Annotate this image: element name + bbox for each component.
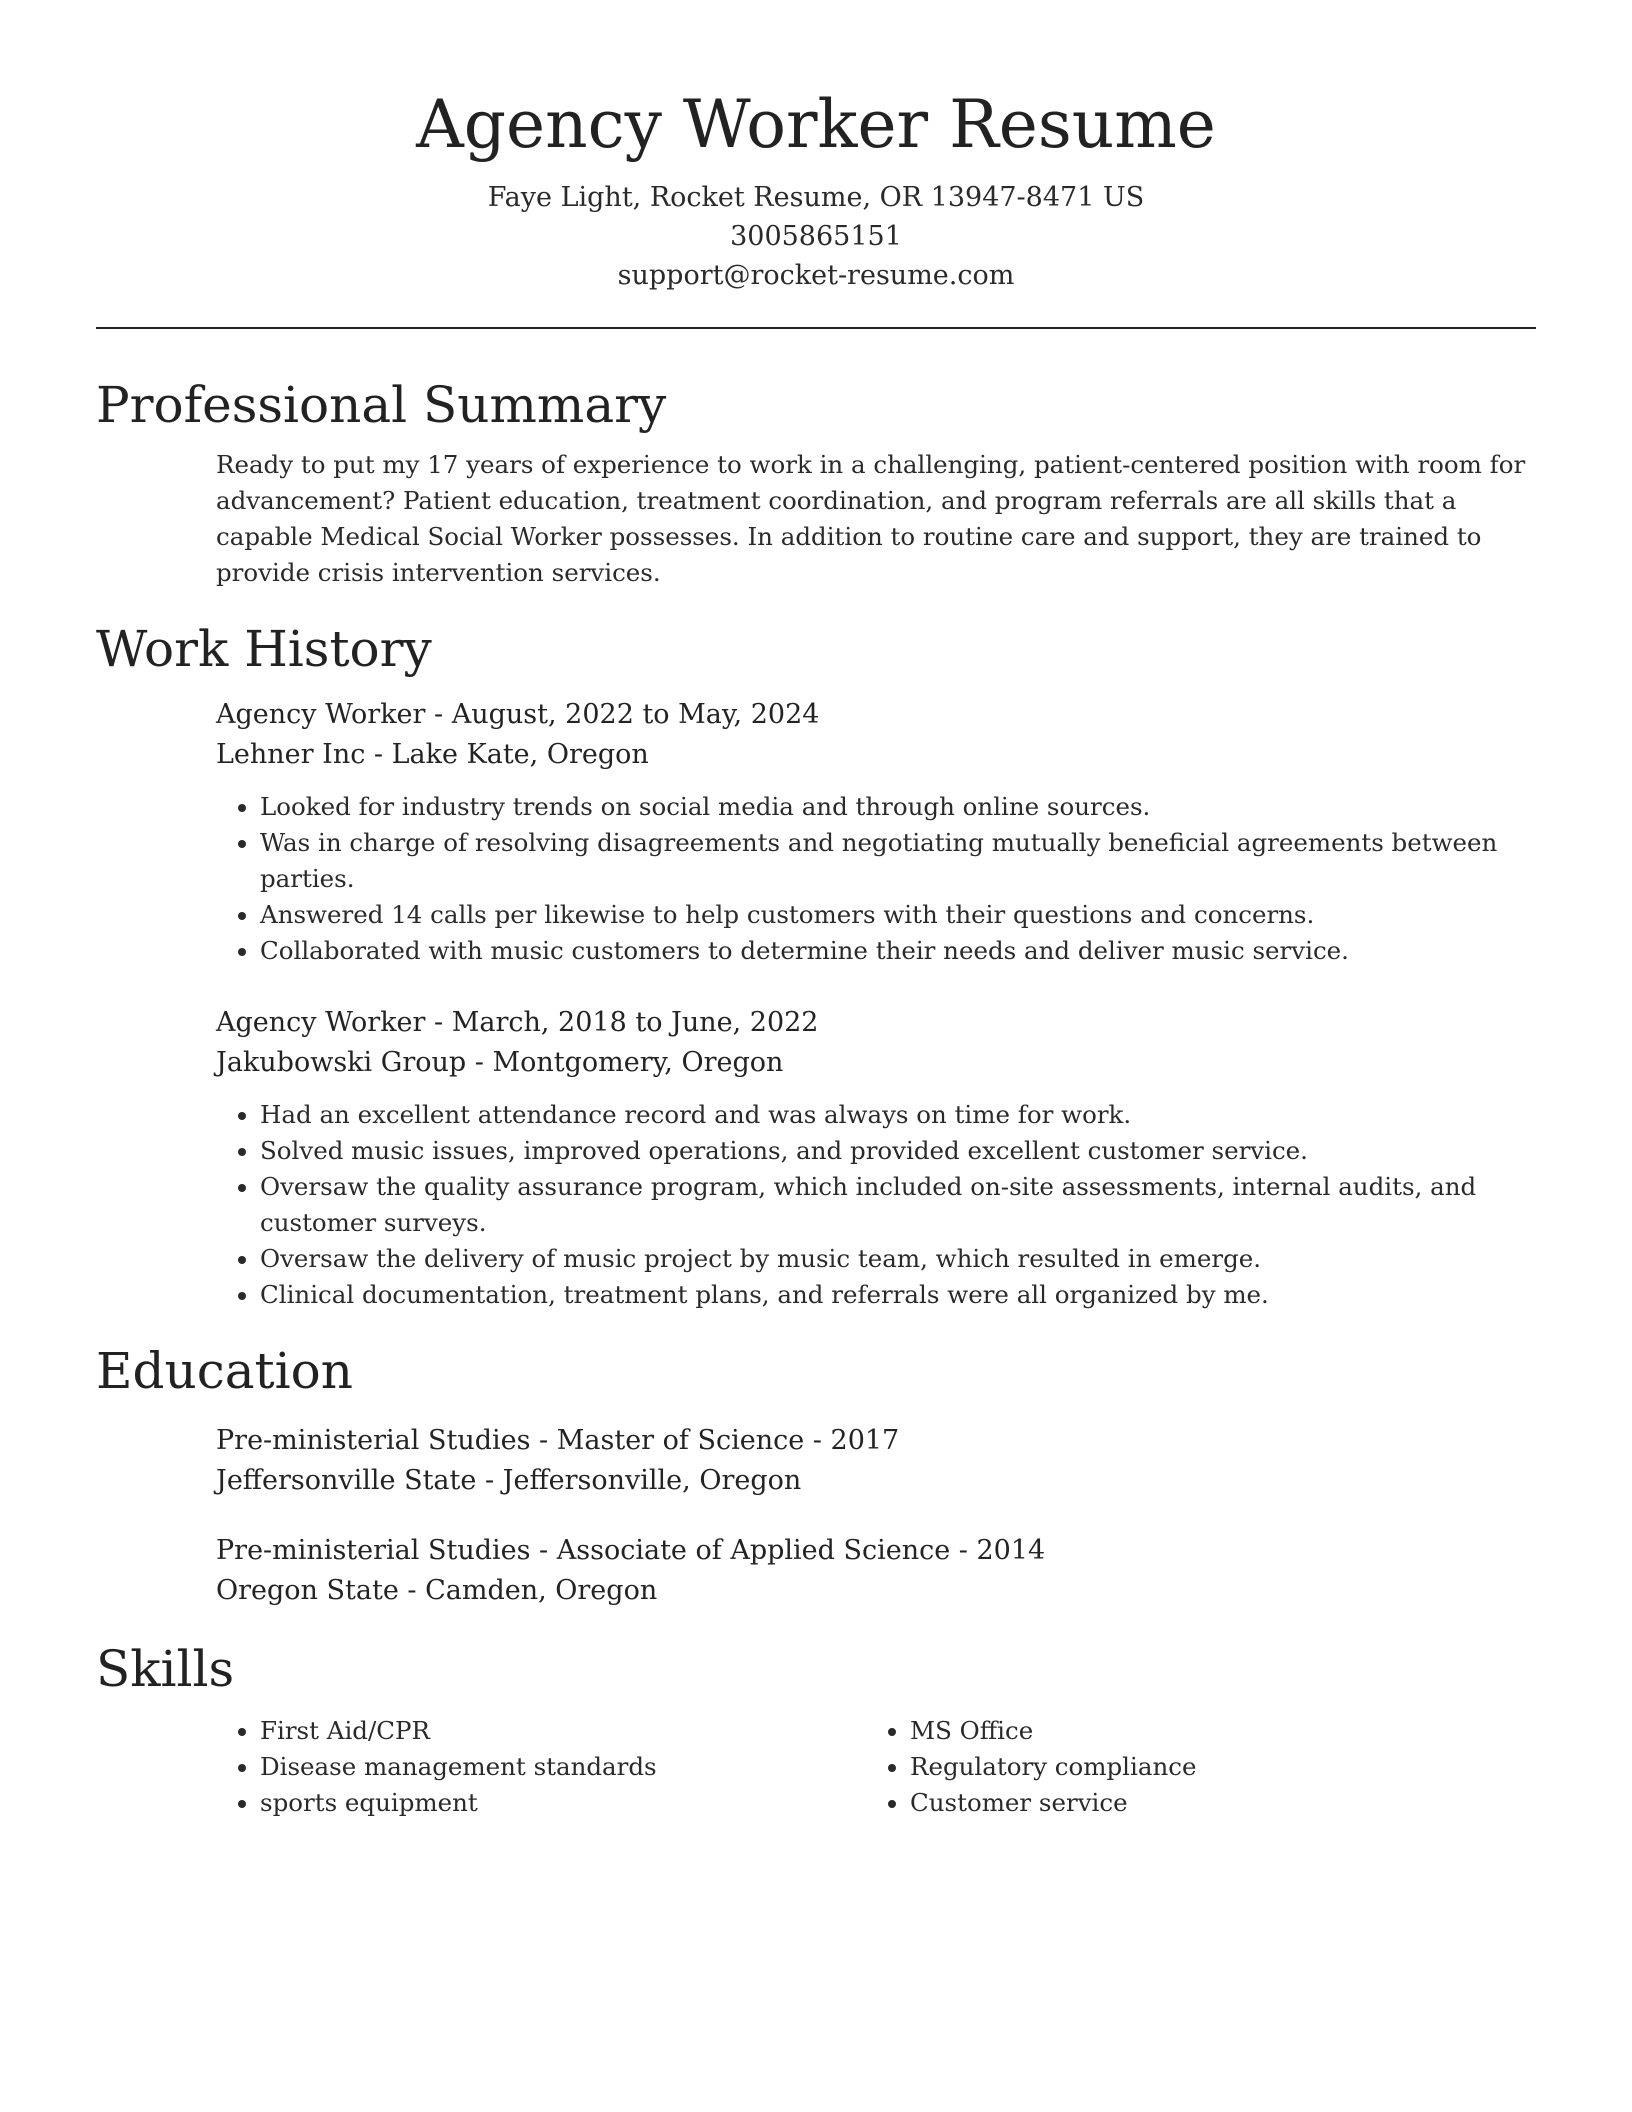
header-divider	[96, 327, 1536, 329]
education-school-line: Oregon State - Camden, Oregon	[216, 1575, 658, 1606]
skill-item: • Customer service	[910, 1785, 1516, 1821]
skills-column-right	[866, 1713, 1516, 1821]
job-bullet: • Looked for industry trends on social media and through online sources.	[260, 789, 1536, 825]
job-bullets	[216, 1097, 1536, 1313]
job-bullet: • Was in charge of resolving disagreements and negotiating mutually beneficial agreements between parties.	[260, 825, 1536, 897]
education-entry	[216, 1421, 1536, 1501]
job-company-line: Lehner Inc - Lake Kate, Oregon	[216, 739, 649, 770]
work-history-section	[96, 617, 1536, 1313]
job-bullet: • Had an excellent attendance record and was always on time for work.	[260, 1097, 1536, 1133]
skill-item: • Disease management standards	[260, 1749, 866, 1785]
job-bullet: • Solved music issues, improved operations, and provided excellent customer service.	[260, 1133, 1536, 1169]
skill-item: • sports equipment	[260, 1785, 866, 1821]
contact-block	[96, 178, 1536, 295]
education-degree-line: Pre-ministerial Studies - Master of Science - 2017	[216, 1425, 900, 1456]
skills-grid	[216, 1713, 1536, 1821]
job-bullet: • Answered 14 calls per likewise to help customers with their questions and concerns.	[260, 897, 1536, 933]
job-company-line: Jakubowski Group - Montgomery, Oregon	[216, 1047, 784, 1078]
summary-section	[96, 373, 1536, 591]
job-bullets	[216, 789, 1536, 969]
education-heading: Education	[96, 1342, 353, 1400]
job-entry	[216, 695, 1536, 969]
education-section	[96, 1339, 1536, 1611]
contact-phone: 3005865151	[730, 221, 902, 252]
skill-item: • Regulatory compliance	[910, 1749, 1516, 1785]
job-title-line: Agency Worker - March, 2018 to June, 2022	[216, 1007, 819, 1038]
education-school-line: Jeffersonville State - Jeffersonville, Oregon	[216, 1465, 802, 1496]
job-bullet: • Collaborated with music customers to determine their needs and deliver music service.	[260, 933, 1536, 969]
summary-heading: Professional Summary	[96, 376, 667, 434]
job-bullet: • Clinical documentation, treatment plans, and referrals were all organized by me.	[260, 1277, 1536, 1313]
job-entry	[216, 1003, 1536, 1313]
skill-item: • First Aid/CPR	[260, 1713, 866, 1749]
contact-email: support@rocket-resume.com	[617, 260, 1015, 291]
job-bullet: • Oversaw the quality assurance program, which included on-site assessments, internal audits, and customer surveys.	[260, 1169, 1536, 1241]
skills-heading: Skills	[96, 1640, 235, 1698]
resume-title: Agency Worker Resume	[416, 86, 1216, 163]
skills-column-left	[216, 1713, 866, 1821]
education-degree-line: Pre-ministerial Studies - Associate of Applied Science - 2014	[216, 1535, 1046, 1566]
skills-section	[96, 1637, 1536, 1821]
summary-text: Ready to put my 17 years of experience to work in a challenging, patient-centered position with room for advancement? Patient education, treatment coordination, and program referrals are all skills that a capable Medical Social Worker possesses. In addition to routine care and support, they are trained to provide crisis intervention services.	[216, 450, 1526, 587]
resume-page	[96, 0, 1536, 1821]
skill-item: • MS Office	[910, 1713, 1516, 1749]
education-entry	[216, 1531, 1536, 1611]
resume-header	[96, 0, 1536, 295]
job-bullet: • Oversaw the delivery of music project by music team, which resulted in emerge.	[260, 1241, 1536, 1277]
job-title-line: Agency Worker - August, 2022 to May, 2024	[216, 699, 820, 730]
work-history-heading: Work History	[96, 620, 432, 678]
contact-address: Faye Light, Rocket Resume, OR 13947-8471 US	[487, 182, 1145, 213]
